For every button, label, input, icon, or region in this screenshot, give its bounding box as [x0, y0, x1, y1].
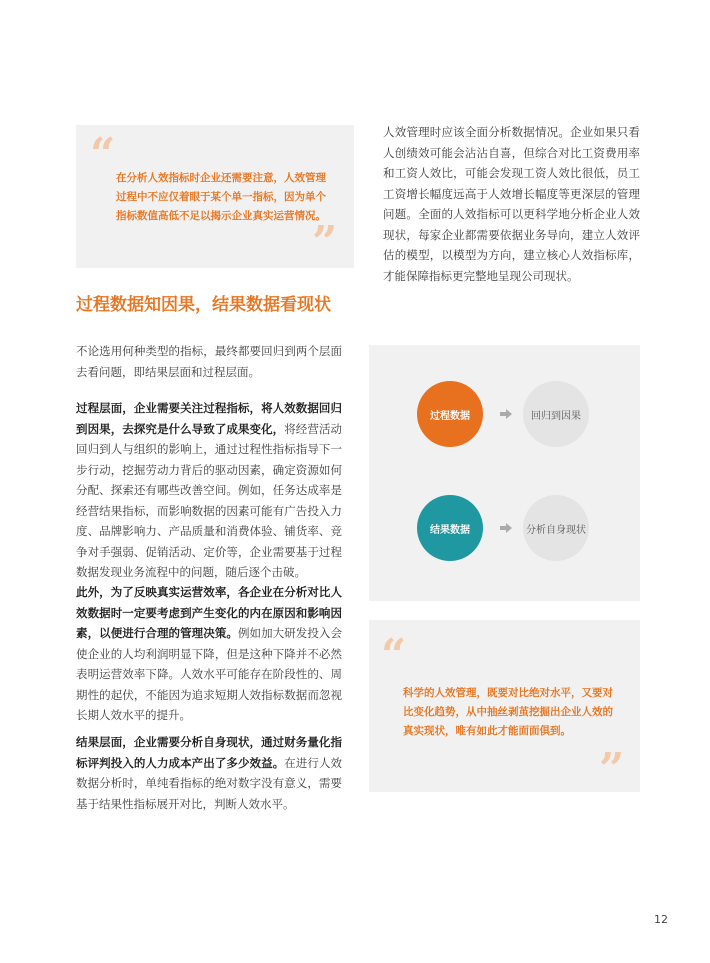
- paragraph-intro: 不论选用何种类型的指标，最终都要回归到两个层面去看问题，即结果层面和过程层面。: [76, 344, 342, 379]
- result-data-circle: 结果数据: [417, 495, 483, 561]
- arrow-right-icon: [500, 409, 512, 419]
- paragraph-result-level: [76, 732, 342, 814]
- open-quote-icon: “: [381, 630, 407, 681]
- right-top-paragraph: 人效管理时应该全面分析数据情况。企业如果只看人创绩效可能会沾沾自喜，但综合对比工资费用率和工资人效比，可能会发现工资人效比很低，员工工资增长幅度远高于人效增长幅度等更深层的管理问题。全面的人效指标可以更科学地分析企业人效现状，每家企业都需要依据业务导向，建立人效评估的模型，以模型为方向，建立核心人效指标库，才能保障指标更完整地呈现公司现状。: [383, 125, 640, 283]
- process-result-diagram: [369, 345, 640, 601]
- paragraph-process-rest: 将经营活动回归到人与组织的影响上，通过过程性指标指导下一步行动，挖掘劳动力背后的驱动因素，确定资源如何分配、探索还有哪些改善空间。例如，任务达成率是经营结果指标，而影响数据的因素可能有广告投入力度、品牌影响力、产品质量和消费体验、铺货率、竞争对手强弱、促销活动、定价等，企业需要基于过程数据发现业务流程中的问题，随后逐个击破。: [76, 421, 343, 579]
- paragraph-additional-bold: 此外，为了反映真实运营效率，各企业在分析对比人效数据时一定要考虑到产生变化的内在原因和影响因素，以便进行合理的管理决策。: [76, 585, 342, 640]
- back-to-cause-circle: 回归到因果: [523, 381, 589, 447]
- analyze-status-circle: 分析自身现状: [523, 495, 589, 561]
- paragraph-additional-rest: 例如加大研发投入会使企业的人均利润明显下降，但是这种下降并不必然表明运营效率下降。人效水平可能存在阶段性的、周期性的起伏，不能因为追求短期人效指标数据而忽视长期人效水平的提升。: [76, 626, 342, 722]
- paragraph-result-rest: 在进行人效数据分析时，单纯看指标的绝对数字没有意义，需要基于结果性指标展开对比，判断人效水平。: [76, 755, 343, 811]
- arrow-right-icon: [500, 523, 512, 533]
- quote-text-1: 在分析人效指标时企业还需要注意，人效管理过程中不应仅着眼于某个单一指标，因为单个指标数值高低不足以揭示企业真实运营情况。: [116, 172, 326, 222]
- paragraph-process-bold: 过程层面，企业需要关注过程指标，将人效数据回归到因果，去探究是什么导致了成果变化，: [76, 401, 342, 436]
- quote-box-2: [369, 620, 640, 795]
- quote-text-2: 科学的人效管理，既要对比绝对水平，又要对比变化趋势，从中抽丝剥茧挖掘出企业人效的真实现状，唯有如此才能面面俱到。: [403, 687, 613, 737]
- paragraph-additional: [76, 582, 342, 726]
- open-quote-icon: “: [90, 129, 116, 180]
- paragraph-process-level: [76, 398, 342, 583]
- close-quote-icon: ”: [599, 744, 625, 795]
- paragraph-result-bold: 结果层面，企业需要分析自身现状，通过财务量化指标评判投入的人力成本产出了多少效益。: [76, 735, 342, 770]
- close-quote-icon: ”: [312, 217, 338, 268]
- section-heading: 过程数据知因果，结果数据看现状: [76, 295, 331, 315]
- page-number: 12: [654, 913, 668, 926]
- quote-box-1: [76, 125, 354, 268]
- process-data-circle: 过程数据: [417, 381, 483, 447]
